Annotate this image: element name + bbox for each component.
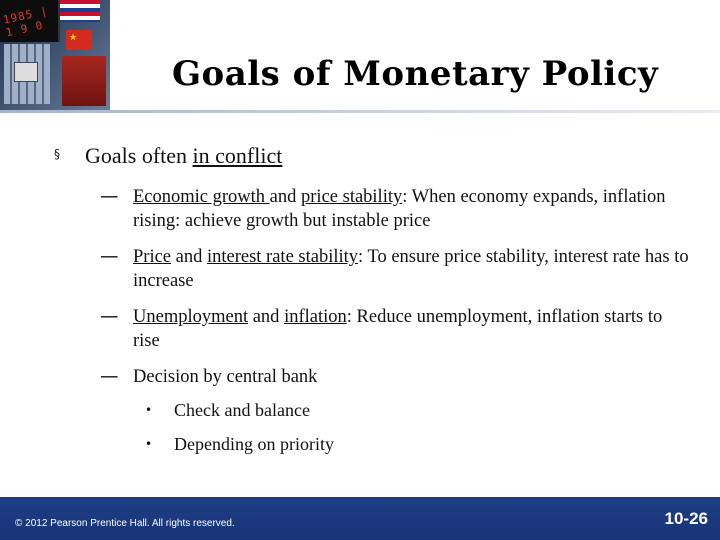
- subsubpoint-text: Depending on priority: [174, 434, 334, 454]
- section-bullet-icon: §: [54, 147, 60, 161]
- bullet-text: [85, 143, 282, 169]
- subpoint-term-1: Price: [133, 247, 172, 267]
- ticker-board-image: [0, 0, 60, 42]
- star-icon: ★: [69, 32, 78, 42]
- dash-icon: —: [100, 306, 119, 327]
- subpoint-term-2: interest rate stability: [206, 247, 359, 267]
- subpoint-explanation: : When economy expands, inflation rising: achieve growth but instable price: [133, 187, 666, 231]
- ticker-digits: 1985 | 1 9 0: [1, 4, 50, 40]
- subpoint-text: [133, 185, 693, 233]
- subpoint-explanation: : Reduce unemployment, inflation starts to rise: [133, 307, 663, 351]
- subpoint-term-1: Unemployment: [133, 307, 249, 327]
- subpoint-text: [133, 305, 693, 353]
- subpoint-connector: and: [248, 307, 285, 327]
- dash-icon: —: [100, 246, 119, 267]
- subpoint-explanation: : To ensure price stability, interest rate has to increase: [133, 247, 689, 291]
- china-flag-image: [66, 30, 92, 50]
- copyright-notice: © 2012 Pearson Prentice Hall. All rights reserved.: [15, 518, 235, 529]
- subsubpoint-text: Check and balance: [174, 400, 310, 420]
- bullet-dot-icon: •: [145, 403, 153, 417]
- subpoint-term-1: Economic growth: [133, 187, 270, 207]
- red-panel-image: [62, 56, 106, 106]
- flag-image: [60, 0, 100, 22]
- dash-icon: —: [100, 186, 119, 207]
- page-number: 10-26: [664, 509, 708, 528]
- subpoint-term-2: inflation: [284, 307, 347, 327]
- subpoint-text: [133, 245, 693, 293]
- subpoint-connector: and: [171, 247, 207, 267]
- subpoint-text: Decision by central bank: [133, 367, 318, 387]
- slide-footer: [0, 497, 720, 540]
- dash-icon: —: [100, 366, 119, 387]
- bullet-text-underlined: in conflict: [192, 143, 283, 168]
- subpoint-term-2: price stability: [301, 187, 403, 207]
- bullet-dot-icon: •: [145, 437, 153, 451]
- slide-title: Goals of Monetary Policy: [172, 54, 659, 94]
- bullet-text-plain: Goals often: [85, 143, 193, 168]
- subpoint-connector: and: [269, 187, 302, 207]
- building-sign-image: [14, 62, 38, 82]
- title-divider: [0, 110, 720, 113]
- header-photo-collage: [0, 0, 110, 110]
